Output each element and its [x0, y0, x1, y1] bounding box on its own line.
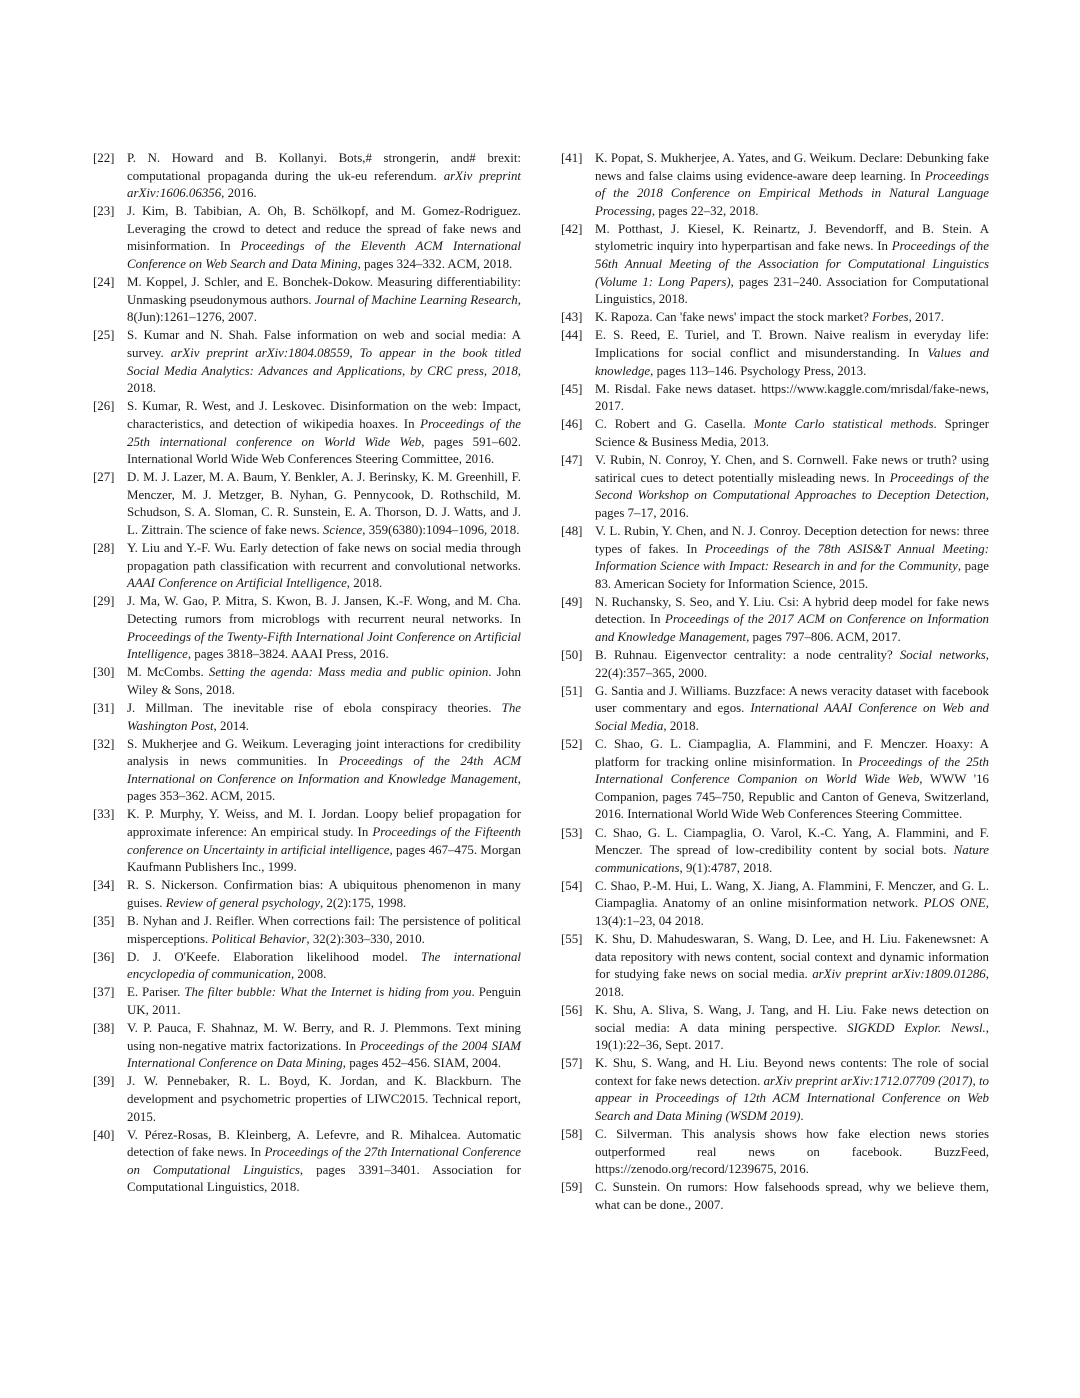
reference-segment: V. Pérez-Rosas, B. Kleinberg, A. Lefevre, and R. Mihalcea. Automatic detection of fake news. In: [127, 1127, 521, 1160]
reference-text: [595, 221, 989, 309]
reference-text: [595, 327, 989, 380]
reference-segment: , 2008.: [290, 967, 327, 982]
reference-segment: . Springer Science & Business Media, 2013.: [595, 417, 989, 449]
reference-segment: G. Santia and J. Williams. Buzzface: A news veracity dataset with facebook user commentary and egos.: [595, 683, 989, 716]
reference-segment: D. M. J. Lazer, M. A. Baum, Y. Benkler, A. J. Berinsky, K. M. Greenhill, F. Menczer, M. J. Metzger, B. Nyhan, G. Pennycook, D. Rothschild, M. Schudson, S. A. Sloman, C. R. Sunstein, E. A. Thorson, D. J. Watts, and J. L. Zittrain. The science of fake news.: [127, 470, 521, 537]
reference-segment: B. Ruhnau. Eigenvector centrality: a node centrality?: [595, 648, 900, 663]
references-column-right: [561, 150, 989, 1215]
reference-segment: , pages 591–602. International World Wide Web Conferences Steering Committee, 2016.: [127, 434, 522, 467]
reference-segment: , page 83. American Society for Information Science, 2015.: [595, 559, 989, 591]
reference-text: [127, 949, 521, 984]
reference-entry: [93, 700, 521, 735]
reference-venue: Proceedings of the Second Workshop on Computational Approaches to Deception Detection: [595, 470, 990, 503]
reference-segment: K. Popat, S. Mukherjee, A. Yates, and G. Weikum. Declare: Debunking fake news and false claims using evidence-aware deep learning. In: [595, 151, 989, 183]
reference-venue: Social networks: [899, 648, 986, 663]
reference-segment: N. Ruchansky, S. Seo, and Y. Liu. Csi: A hybrid deep model for fake news detection. In: [595, 594, 989, 627]
reference-entry: [561, 736, 989, 824]
reference-segment: , 9(1):4787, 2018.: [679, 860, 773, 875]
reference-number: [30]: [93, 665, 115, 680]
reference-entry: [561, 381, 989, 416]
reference-number: [23]: [93, 204, 115, 219]
reference-text: [127, 913, 521, 948]
reference-entry: [93, 877, 521, 912]
reference-venue: International AAAI Conference on Web and Social Media: [595, 701, 989, 733]
reference-venue: Science: [322, 522, 363, 537]
reference-number: [26]: [93, 399, 115, 414]
reference-number: [44]: [561, 328, 583, 343]
reference-segment: , pages 324–332. ACM, 2018.: [357, 257, 513, 272]
reference-text: [595, 683, 989, 736]
reference-number: [37]: [93, 985, 115, 1000]
reference-text: [127, 274, 521, 327]
reference-text: [127, 540, 521, 593]
reference-segment: , 2018.: [595, 967, 989, 999]
reference-number: [38]: [93, 1021, 115, 1036]
reference-number: [53]: [561, 825, 583, 840]
reference-segment: V. L. Rubin, Y. Chen, and N. J. Conroy. Deception detection for news: three types of fakes. In: [595, 523, 989, 556]
reference-number: [49]: [561, 594, 583, 609]
reference-segment: , pages 231–240. Association for Computational Linguistics, 2018.: [595, 274, 989, 307]
reference-segment: D. J. O'Keefe. Elaboration likelihood model.: [127, 949, 422, 964]
reference-text: [595, 647, 989, 682]
reference-venue: The filter bubble: What the Internet is hiding from you: [184, 985, 472, 1000]
reference-number: [59]: [561, 1180, 583, 1195]
reference-venue: Review of general psychology: [165, 895, 320, 910]
reference-segment: K. Shu, A. Sliva, S. Wang, J. Tang, and H. Liu. Fake news detection on social media: A data mining perspective.: [595, 1003, 989, 1035]
reference-segment: V. Rubin, N. Conroy, Y. Chen, and S. Cornwell. Fake news or truth? using satirical cues to detect potentially misleading news. In: [595, 453, 989, 485]
reference-number: [58]: [561, 1127, 583, 1142]
reference-entry: [561, 594, 989, 647]
reference-entry: [93, 806, 521, 876]
reference-entry: [93, 1127, 521, 1197]
reference-entry: [93, 540, 521, 593]
reference-segment: , 22(4):357–365, 2000.: [595, 648, 989, 680]
reference-segment: , WWW '16 Companion, pages 745–750, Republic and Canton of Geneva, Switzerland, 2016. International World Wide Web Conferences Steering Committee.: [595, 772, 989, 822]
reference-number: [52]: [561, 737, 583, 752]
reference-segment: , pages 3391–3401. Association for Computational Linguistics, 2018.: [127, 1162, 521, 1195]
reference-text: [595, 523, 989, 593]
reference-text: [127, 593, 521, 663]
reference-number: [54]: [561, 878, 583, 893]
reference-venue: Proceedings of the 56th Annual Meeting of the Association for Computational Linguistics (Volume 1: Long Papers): [595, 239, 989, 289]
reference-entry: [561, 523, 989, 593]
reference-segment: , 32(2):303–330, 2010.: [306, 931, 425, 946]
reference-entry: [561, 825, 989, 878]
reference-text: [127, 469, 521, 539]
reference-segment: , 2018.: [127, 363, 521, 396]
reference-number: [29]: [93, 594, 115, 609]
reference-text: [595, 1126, 989, 1179]
reference-segment: .: [800, 1109, 804, 1124]
reference-venue: Forbes: [872, 310, 909, 325]
reference-entry: [93, 984, 521, 1019]
reference-number: [46]: [561, 417, 583, 432]
reference-text: [595, 878, 989, 931]
reference-text: [595, 309, 989, 327]
reference-segment: M. Risdal. Fake news dataset. https://www.kaggle.com/mrisdal/fake-news, 2017.: [595, 381, 989, 414]
reference-segment: , 8(Jun):1261–1276, 2007.: [127, 292, 521, 325]
reference-segment: , pages 22–32, 2018.: [651, 203, 759, 218]
reference-venue: Monte Carlo statistical methods: [753, 417, 934, 432]
reference-venue: Proceedings of the 24th ACM International on Conference on Information and Knowledge Management: [127, 754, 522, 786]
reference-number: [40]: [93, 1127, 115, 1142]
reference-segment: C. Shao, G. L. Ciampaglia, A. Flammini, and F. Menczer. Hoaxy: A platform for tracking online misinformation. In: [595, 737, 989, 769]
reference-venue: Proceedings of the 25th International Conference Companion on World Wide Web: [595, 754, 989, 787]
reference-number: [43]: [561, 310, 583, 325]
reference-entry: [561, 683, 989, 736]
reference-entry: [93, 398, 521, 468]
reference-number: [42]: [561, 221, 583, 236]
reference-venue: PLOS ONE: [923, 896, 986, 911]
reference-number: [31]: [93, 700, 115, 715]
reference-segment: C. Sunstein. On rumors: How falsehoods spread, why we believe them, what can be done., 2007.: [595, 1180, 989, 1213]
reference-segment: J. Millman. The inevitable rise of ebola conspiracy theories.: [127, 700, 502, 715]
reference-entry: [93, 150, 521, 203]
reference-number: [33]: [93, 807, 115, 822]
reference-number: [48]: [561, 523, 583, 538]
reference-number: [51]: [561, 683, 583, 698]
reference-entry: [561, 452, 989, 522]
reference-entry: [561, 1055, 989, 1125]
reference-segment: , 2014.: [213, 718, 249, 733]
reference-segment: S. Mukherjee and G. Weikum. Leveraging joint interactions for credibility analysis in news communities. In: [127, 736, 521, 769]
reference-text: [127, 203, 521, 273]
reference-venue: Journal of Machine Learning Research: [314, 292, 518, 307]
reference-entry: [93, 203, 521, 273]
reference-entry: [93, 1020, 521, 1073]
reference-number: [57]: [561, 1056, 583, 1071]
reference-venue: Proceedings of the 2017 ACM on Conference on Information and Knowledge Management: [595, 612, 989, 645]
reference-number: [50]: [561, 648, 583, 663]
reference-text: [595, 1055, 989, 1125]
reference-text: [127, 150, 521, 203]
reference-segment: Y. Liu and Y.-F. Wu. Early detection of fake news on social media through propagation path classification with recurrent and convolutional networks.: [127, 541, 521, 573]
reference-entry: [93, 593, 521, 663]
reference-entry: [93, 327, 521, 397]
reference-entry: [561, 1179, 989, 1214]
reference-venue: Proceedings of the 27th International Conference on Computational Linguistics: [127, 1145, 521, 1177]
reference-number: [24]: [93, 275, 115, 290]
reference-segment: E. Pariser.: [127, 985, 185, 1000]
reference-segment: C. Robert and G. Casella.: [595, 417, 754, 432]
reference-text: [127, 664, 521, 699]
reference-number: [34]: [93, 878, 115, 893]
reference-entry: [93, 736, 521, 806]
reference-text: [127, 1020, 521, 1073]
reference-number: [22]: [93, 151, 115, 165]
reference-entry: [93, 274, 521, 327]
reference-text: [127, 736, 521, 806]
reference-segment: , pages 113–146. Psychology Press, 2013.: [650, 363, 867, 378]
reference-number: [39]: [93, 1074, 115, 1089]
reference-text: [127, 984, 521, 1019]
reference-venue: arXiv preprint arXiv:1809.01286: [812, 967, 986, 982]
reference-venue: arXiv preprint arXiv:1606.06356: [127, 168, 522, 201]
reference-number: [27]: [93, 470, 115, 485]
reference-text: [127, 327, 521, 397]
reference-text: [595, 1002, 989, 1055]
reference-segment: S. Kumar, R. West, and J. Leskovec. Disinformation on the web: Impact, characteristics, and detection of wikipedia hoaxes. In: [127, 399, 521, 431]
reference-number: [56]: [561, 1003, 583, 1017]
reference-text: [127, 877, 521, 912]
reference-number: [32]: [93, 736, 115, 751]
reference-segment: , pages 467–475. Morgan Kaufmann Publishers Inc., 1999.: [127, 842, 521, 875]
reference-venue: Proceedings of the Fifteenth conference on Uncertainty in artificial intelligence: [127, 825, 522, 857]
reference-segment: C. Shao, G. L. Ciampaglia, O. Varol, K.-C. Yang, A. Flammini, and F. Menczer. The spread of low-credibility content by social bots.: [595, 825, 989, 858]
reference-text: [595, 381, 989, 416]
reference-entry: [561, 327, 989, 380]
reference-venue: The Washington Post: [127, 700, 521, 733]
reference-text: [595, 931, 989, 1001]
reference-segment: , pages 3818–3824. AAAI Press, 2016.: [187, 647, 389, 662]
reference-segment: . Penguin UK, 2011.: [127, 985, 521, 1017]
reference-segment: , 2018.: [663, 719, 699, 733]
reference-segment: , 2(2):175, 1998.: [319, 895, 407, 910]
reference-venue: SIGKDD Explor. Newsl.: [847, 1020, 986, 1035]
reference-venue: Proceedings of the 2018 Conference on Empirical Methods in Natural Language Processing: [595, 168, 989, 218]
reference-segment: J. Ma, W. Gao, P. Mitra, S. Kwon, B. J. Jansen, K.-F. Wong, and M. Cha. Detecting rumors from microblogs with recurrent neural networks. In: [127, 594, 521, 626]
reference-entry: [561, 647, 989, 682]
reference-venue: arXiv preprint arXiv:1712.07709 (2017), to appear in Proceedings of 12th ACM International Conference on Web Search and Data Mining (WSDM 2019): [595, 1073, 989, 1124]
reference-number: [41]: [561, 151, 583, 165]
reference-segment: , pages 452–456. SIAM, 2004.: [342, 1056, 502, 1071]
reference-text: [595, 150, 989, 220]
reference-segment: S. Kumar and N. Shah. False information on web and social media: A survey.: [127, 328, 521, 361]
reference-text: [595, 736, 989, 824]
reference-entry: [93, 949, 521, 984]
reference-venue: Political Behavior: [211, 931, 307, 946]
reference-segment: , pages 797–806. ACM, 2017.: [746, 630, 901, 645]
reference-segment: J. Kim, B. Tabibian, A. Oh, B. Schölkopf, and M. Gomez-Rodriguez. Leveraging the crowd to detect and reduce the spread of fake news and misinformation. In: [127, 204, 521, 254]
reference-segment: P. N. Howard and B. Kollanyi. Bots,# strongerin, and# brexit: computational propaganda during the uk-eu referendum.: [127, 151, 521, 183]
reference-entry: [93, 469, 521, 539]
reference-number: [25]: [93, 328, 115, 343]
reference-segment: K. Rapoza. Can 'fake news' impact the stock market?: [595, 310, 873, 325]
reference-entry: [561, 1126, 989, 1179]
reference-text: [127, 1127, 521, 1197]
reference-segment: . John Wiley & Sons, 2018.: [127, 665, 521, 697]
reference-text: [127, 1073, 521, 1126]
reference-text: [595, 1179, 989, 1214]
reference-venue: Setting the agenda: Mass media and public opinion: [208, 665, 489, 680]
reference-entry: [93, 664, 521, 699]
reference-segment: E. S. Reed, E. Turiel, and T. Brown. Naive realism in everyday life: Implications for social conflict and misunderstanding. In: [595, 328, 989, 361]
reference-entry: [561, 878, 989, 931]
reference-segment: M. Koppel, J. Schler, and E. Bonchek-Dokow. Measuring differentiability: Unmasking pseudonymous authors.: [127, 275, 521, 307]
reference-segment: , 359(6380):1094–1096, 2018.: [362, 522, 520, 537]
reference-segment: C. Silverman. This analysis shows how fake election news stories outperformed real news on facebook. BuzzFeed, https://zenodo.org/record/1239675, 2016.: [595, 1127, 989, 1177]
reference-venue: Values and knowledge: [595, 346, 990, 378]
reference-venue: Proceedings of the Twenty-Fifth International Joint Conference on Artificial Intelligence: [127, 629, 521, 662]
reference-entry: [93, 913, 521, 948]
reference-text: [127, 806, 521, 876]
reference-segment: M. Potthast, J. Kiesel, K. Reinartz, J. Bevendorff, and B. Stein. A stylometric inquiry into hyperpartisan and fake news. In: [595, 221, 989, 254]
reference-text: [595, 452, 989, 522]
reference-text: [127, 398, 521, 468]
reference-number: [55]: [561, 932, 583, 947]
reference-segment: , pages 353–362. ACM, 2015.: [127, 771, 521, 804]
reference-segment: K. P. Murphy, Y. Weiss, and M. I. Jordan. Loopy belief propagation for approximate inference: An empirical study. In: [127, 807, 521, 840]
reference-segment: V. P. Pauca, F. Shahnaz, M. W. Berry, and R. J. Plemmons. Text mining using non-negative matrix factorizations. In: [127, 1021, 521, 1053]
reference-number: [36]: [93, 949, 115, 964]
reference-segment: , 19(1):22–36, Sept. 2017.: [595, 1020, 990, 1053]
reference-venue: Proceedings of the 2004 SIAM International Conference on Data Mining: [127, 1038, 521, 1071]
reference-segment: , 2016.: [221, 186, 257, 201]
reference-number: [47]: [561, 453, 583, 468]
reference-segment: , 2017.: [908, 310, 945, 325]
reference-number: [35]: [93, 914, 115, 929]
reference-text: [595, 416, 989, 451]
reference-venue: Proceedings of the 78th ASIS&T Annual Meeting: Information Science with Impact: Research in and for the Community: [595, 541, 989, 574]
reference-segment: B. Nyhan and J. Reifler. When corrections fail: The persistence of political misperceptions.: [127, 914, 521, 946]
reference-segment: K. Shu, D. Mahudeswaran, S. Wang, D. Lee, and H. Liu. Fakenewsnet: A data repository with news content, social context and dynamic information for studying fake news on social media.: [595, 932, 989, 982]
reference-entry: [561, 221, 989, 309]
reference-entry: [561, 931, 989, 1001]
reference-segment: K. Shu, S. Wang, and H. Liu. Beyond news contents: The role of social context for fake news detection.: [595, 1056, 989, 1088]
reference-text: [595, 825, 989, 878]
reference-segment: M. McCombs.: [127, 665, 209, 680]
reference-venue: arXiv preprint arXiv:1804.08559, To appear in the book titled Social Media Analytics: Advances and Applications, by CRC press, 2018: [127, 346, 521, 378]
reference-text: [595, 594, 989, 647]
reference-number: [28]: [93, 541, 115, 556]
reference-segment: , 13(4):1–23, 04 2018.: [595, 896, 989, 929]
reference-entry: [561, 416, 989, 451]
reference-text: [127, 700, 521, 735]
reference-venue: AAAI Conference on Artificial Intelligence: [127, 576, 347, 591]
reference-entry: [561, 150, 989, 220]
reference-entry: [93, 1073, 521, 1126]
reference-venue: Proceedings of the 25th international conference on World Wide Web: [127, 416, 521, 449]
reference-segment: C. Shao, P.-M. Hui, L. Wang, X. Jiang, A. Flammini, F. Menczer, and G. L. Ciampaglia. Anatomy of an online misinformation network.: [595, 878, 989, 911]
reference-entry: [561, 309, 989, 327]
references-column-left: [93, 150, 521, 1198]
reference-number: [45]: [561, 381, 583, 396]
reference-segment: R. S. Nickerson. Confirmation bias: A ubiquitous phenomenon in many guises.: [127, 878, 521, 910]
reference-venue: Nature communications: [595, 843, 989, 875]
reference-segment: , 2018.: [346, 576, 383, 591]
reference-venue: The international encyclopedia of communication: [127, 949, 521, 982]
reference-entry: [561, 1002, 989, 1055]
reference-segment: J. W. Pennebaker, R. L. Boyd, K. Jordan, and K. Blackburn. The development and psychometric properties of LIWC2015. Technical report, 2015.: [127, 1074, 521, 1124]
reference-venue: Proceedings of the Eleventh ACM International Conference on Web Search and Data Mining: [127, 239, 521, 272]
reference-segment: , pages 7–17, 2016.: [595, 488, 989, 520]
